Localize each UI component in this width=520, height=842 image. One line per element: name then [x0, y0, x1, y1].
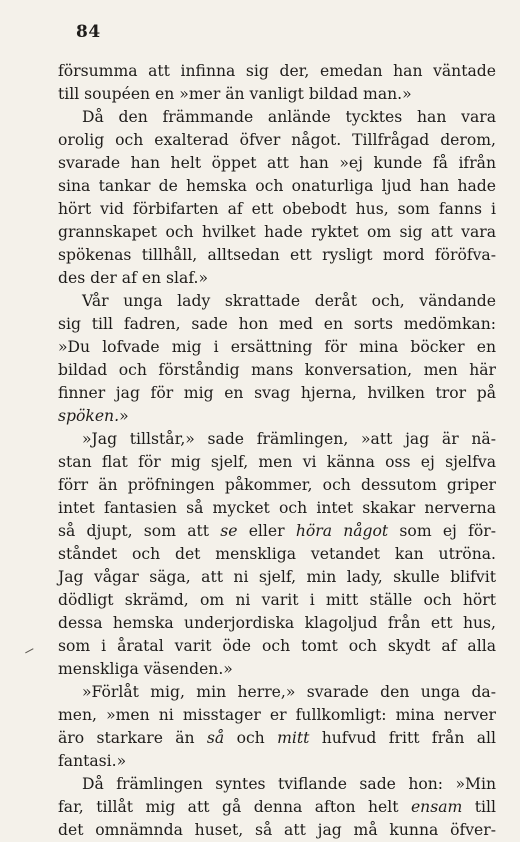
- text-line: [58, 336, 496, 359]
- text-segment: bildad och förståndig mans konversation, men här: [58, 361, 496, 379]
- text-line: [58, 175, 496, 198]
- text-segment: orolig och exalterad öfver något. Tillfrågad derom,: [58, 131, 496, 149]
- text-line: [58, 612, 496, 635]
- emphasized-text: ensam: [410, 798, 463, 816]
- text-segment: »Du lofvade mig i ersättning för mina böcker en: [58, 338, 496, 356]
- text-line: [58, 474, 496, 497]
- page-number: 84: [76, 22, 101, 42]
- text-line: [58, 589, 496, 612]
- text-segment: Vår unga lady skrattade deråt och, vändande: [82, 292, 496, 310]
- text-line: [58, 773, 496, 796]
- text-line: [58, 313, 496, 336]
- text-line: [58, 681, 496, 704]
- text-line: [58, 152, 496, 175]
- text-line: [58, 405, 496, 428]
- text-line: [58, 750, 496, 773]
- text-segment: äro starkare än: [58, 729, 207, 747]
- text-segment: fantasi.»: [58, 752, 127, 770]
- text-segment: stan flat för mig sjelf, men vi känna oss ej sjelfva: [58, 453, 496, 471]
- text-line: [58, 796, 496, 819]
- emphasized-text: se: [220, 522, 238, 540]
- text-line: [58, 497, 496, 520]
- text-line: [58, 428, 496, 451]
- text-line: [58, 129, 496, 152]
- text-segment: sig till fadren, sade hon med en sorts medömkan:: [58, 315, 496, 333]
- emphasized-text: mitt: [277, 729, 310, 747]
- text-line: [58, 543, 496, 566]
- text-segment: grannskapet och hvilket hade ryktet om sig att vara: [58, 223, 496, 241]
- text-segment: Jag vågar säga, att ni sjelf, min lady, skulle blifvit: [58, 568, 496, 586]
- text-segment: som i åratal varit öde och tomt och skydt af alla: [58, 637, 496, 655]
- emphasized-text: höra något: [295, 522, 389, 540]
- text-line: [58, 382, 496, 405]
- text-line: [58, 451, 496, 474]
- emphasized-text: så: [206, 729, 225, 747]
- text-segment: och: [224, 729, 278, 747]
- text-segment: till: [462, 798, 496, 816]
- text-segment: finner jag för mig en svag hjerna, hvilken tror på: [58, 384, 496, 402]
- text-line: [58, 83, 496, 106]
- text-segment: intet fantasien så mycket och intet skakar nerverna: [58, 499, 496, 517]
- text-line: [58, 244, 496, 267]
- text-segment: det omnämnda huset, så att jag må kunna öfver-: [58, 821, 496, 839]
- text-segment: hört vid förbifarten af ett obebodt hus, som fanns i: [58, 200, 496, 218]
- text-segment: men, »men ni misstager er fullkomligt: mina nerver: [58, 706, 496, 724]
- text-line: [58, 520, 496, 543]
- text-line: [58, 635, 496, 658]
- text-segment: svarade han helt öppet att han »ej kunde få ifrån: [58, 154, 496, 172]
- text-segment: far, tillåt mig att gå denna afton helt: [58, 798, 411, 816]
- text-line: [58, 60, 496, 83]
- text-segment: som ej för-: [388, 522, 496, 540]
- text-line: [58, 290, 496, 313]
- text-line: [58, 198, 496, 221]
- text-segment: spökenas tillhåll, alltsedan ett rysligt mord föröfva-: [58, 246, 496, 264]
- text-line: [58, 658, 496, 681]
- text-segment: dödligt skrämd, om ni varit i mitt ställe och hört: [58, 591, 496, 609]
- text-segment: des der af en slaf.»: [58, 269, 209, 287]
- text-segment: till soupéen en »mer än vanligt bildad man.»: [58, 85, 412, 103]
- text-segment: sina tankar de hemska och onaturliga ljud han hade: [58, 177, 496, 195]
- text-line: [58, 819, 496, 842]
- text-segment: försumma att infinna sig der, emedan han väntade: [58, 62, 496, 80]
- margin-pencil-mark: [25, 648, 36, 658]
- text-line: [58, 566, 496, 589]
- emphasized-text: spöken.: [58, 407, 120, 425]
- text-segment: »: [119, 407, 129, 425]
- text-segment: hufvud fritt från all: [309, 729, 496, 747]
- text-segment: ståndet och det menskliga vetandet kan utröna.: [58, 545, 496, 563]
- text-segment: eller: [237, 522, 296, 540]
- text-segment: förr än pröfningen påkommer, och dessutom griper: [58, 476, 496, 494]
- text-line: [58, 727, 496, 750]
- text-segment: dessa hemska underjordiska klagoljud från ett hus,: [58, 614, 496, 632]
- text-segment: så djupt, som att: [58, 522, 221, 540]
- text-segment: »Förlåt mig, min herre,» svarade den unga da-: [82, 683, 496, 701]
- text-segment: Då den främmande anlände tycktes han vara: [82, 108, 496, 126]
- text-segment: »Jag tillstår,» sade främlingen, »att jag är nä-: [82, 430, 496, 448]
- text-line: [58, 704, 496, 727]
- text-segment: Då främlingen syntes tviflande sade hon: »Min: [82, 775, 496, 793]
- text-segment: menskliga väsenden.»: [58, 660, 233, 678]
- text-line: [58, 221, 496, 244]
- text-line: [58, 106, 496, 129]
- body-text: [58, 60, 496, 842]
- text-line: [58, 267, 496, 290]
- text-line: [58, 359, 496, 382]
